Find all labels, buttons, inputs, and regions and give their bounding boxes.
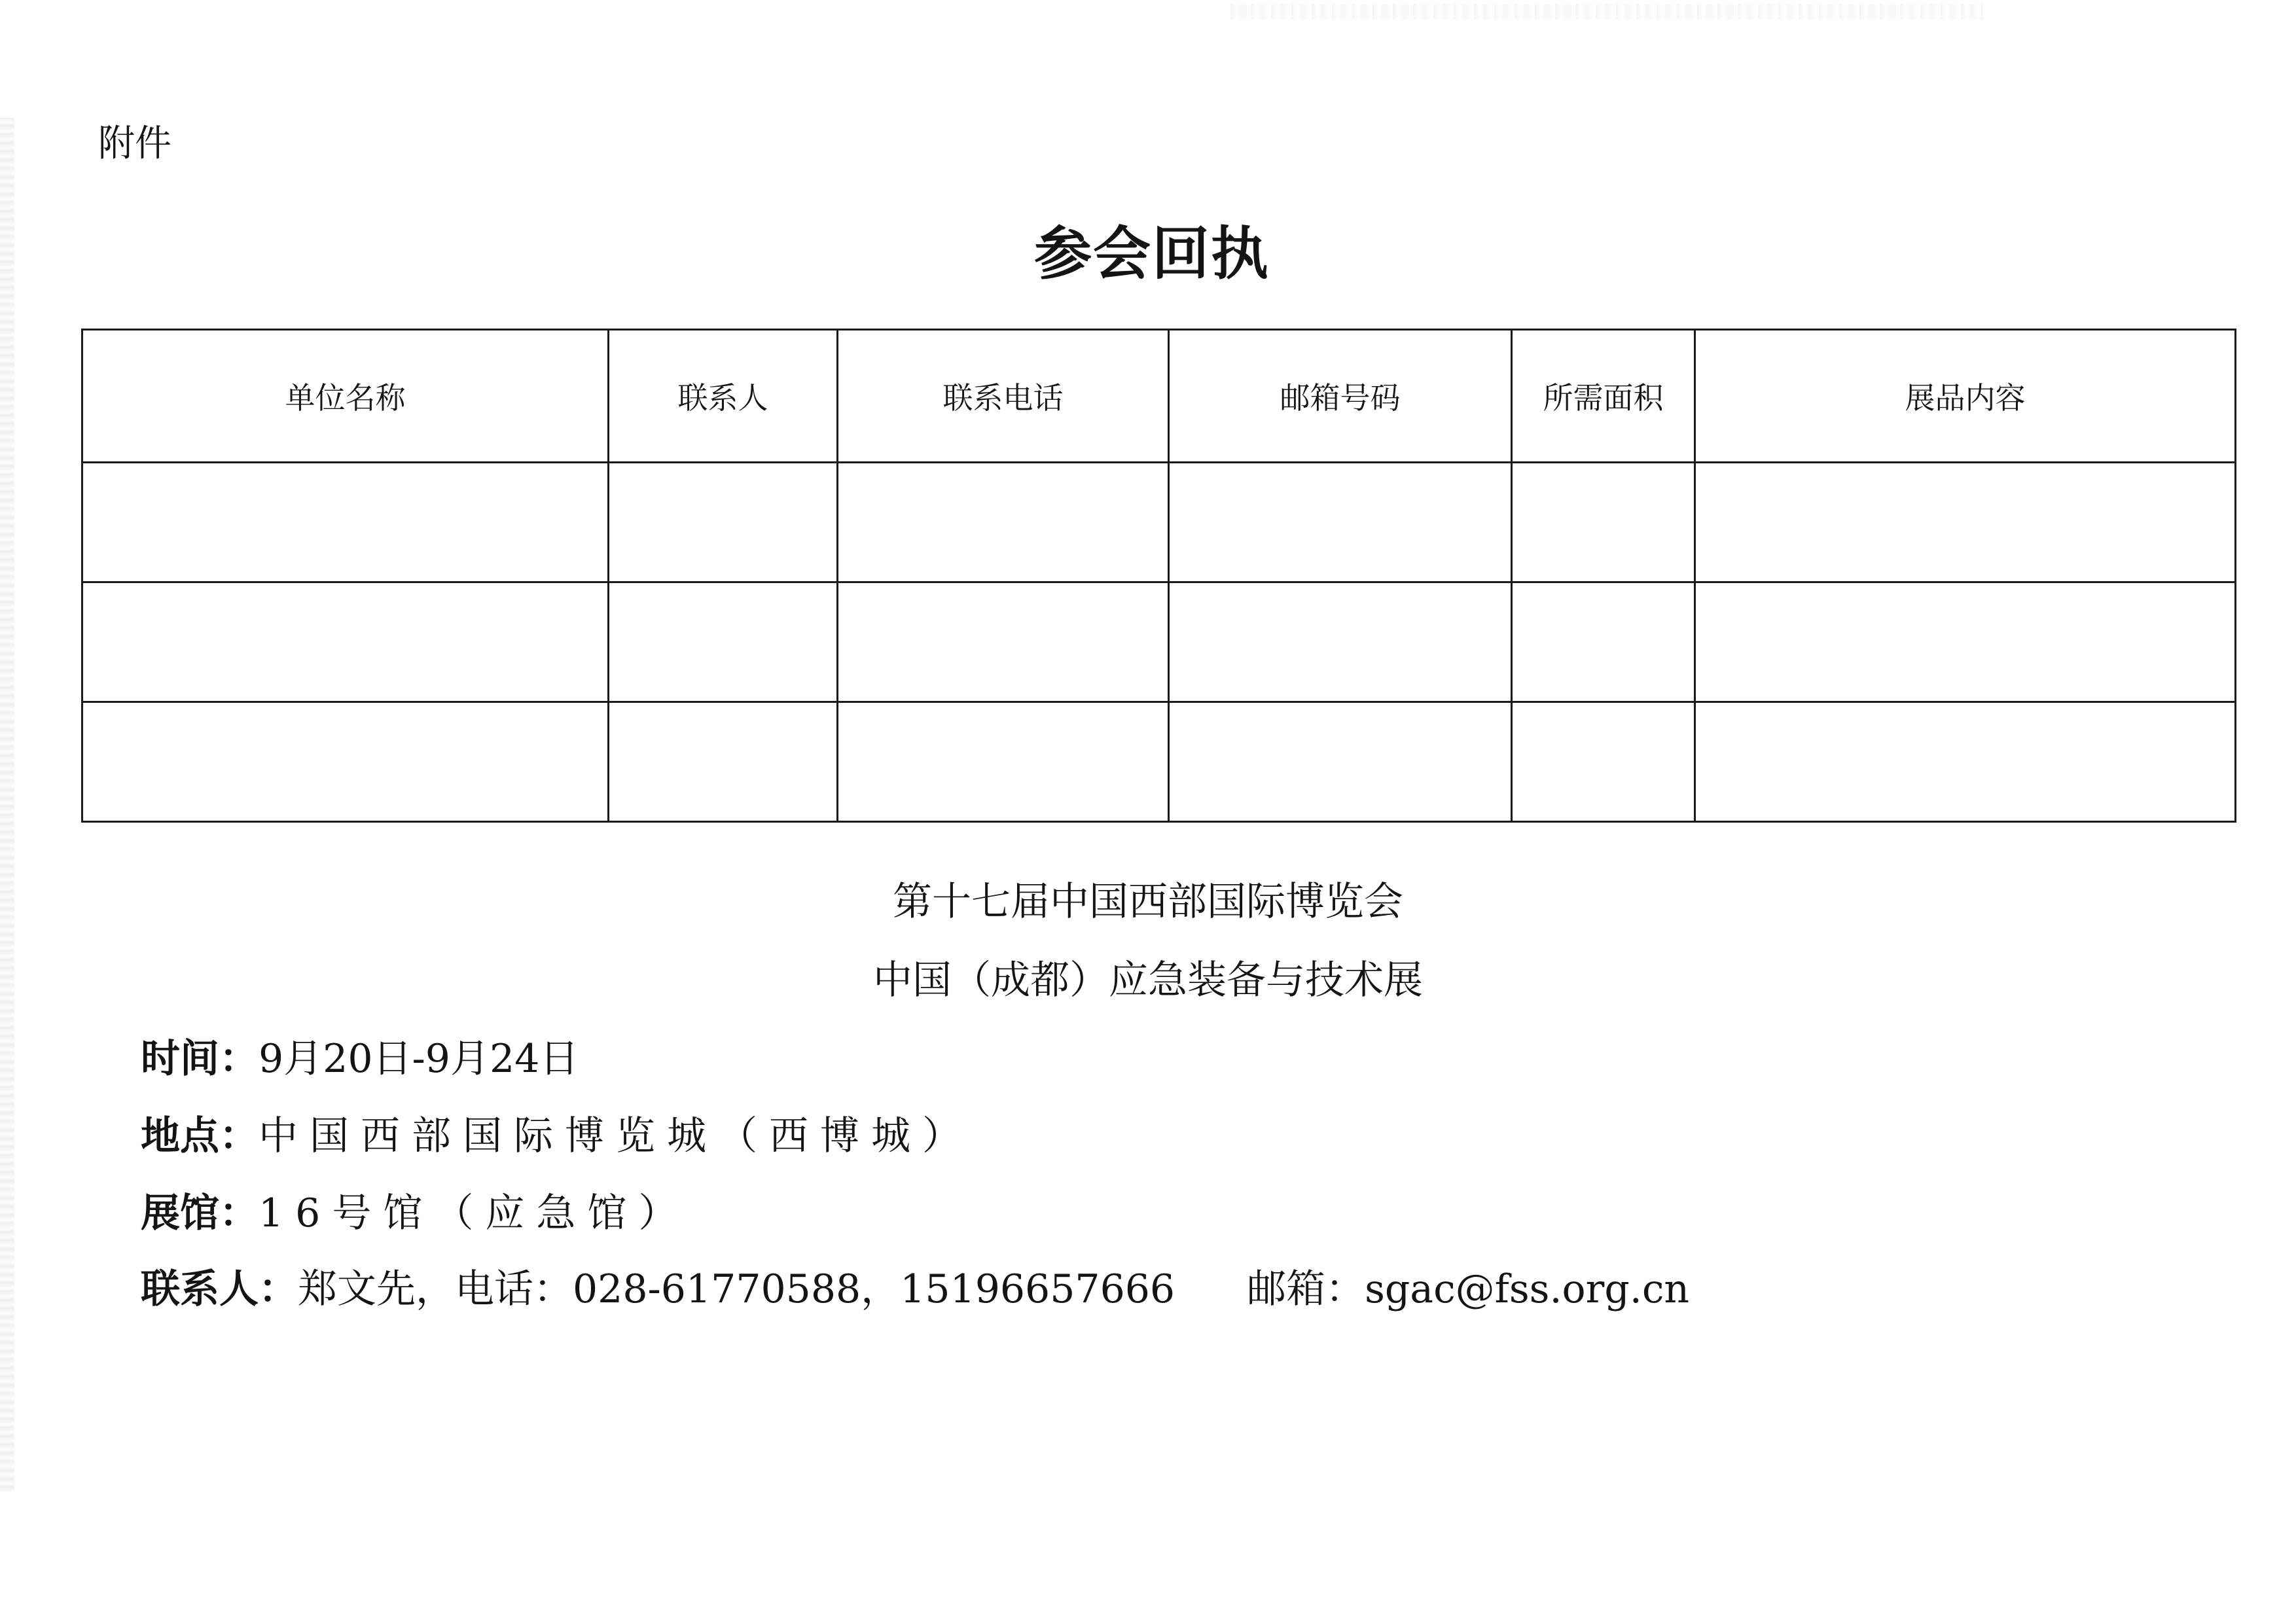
table-cell[interactable] [1169,582,1512,702]
scan-speckle [1230,4,1983,20]
table-cell[interactable] [1512,582,1695,702]
table-cell[interactable] [838,702,1169,822]
header-contact-phone: 联系电话 [838,330,1169,463]
table-cell[interactable] [1695,702,2236,822]
hall-label: 展馆： [141,1190,259,1236]
table-cell[interactable] [1695,582,2236,702]
table-row [82,463,2236,582]
contact-value: 郑文先，电话：028-61770588，15196657666 [298,1266,1175,1312]
table-cell[interactable] [838,463,1169,582]
table-header-row [82,330,2236,463]
place-line [141,1105,973,1161]
email-label: 邮箱： [1247,1266,1365,1312]
table-cell[interactable] [1169,463,1512,582]
table-cell[interactable] [1169,702,1512,822]
event-title-line1: 第十七届中国西部国际博览会 [893,879,1403,925]
table-cell[interactable] [1512,463,1695,582]
email-value[interactable]: sgac@fss.org.cn [1365,1266,1690,1312]
contact-label: 联系人： [141,1266,298,1312]
hall-value: 16号馆（应急馆） [259,1190,690,1236]
time-value: 9月20日-9月24日 [259,1036,579,1082]
scan-edge-shadow [0,118,14,1492]
hall-line [141,1182,689,1238]
header-email: 邮箱号码 [1169,330,1512,463]
time-line [141,1027,579,1084]
table-cell[interactable] [609,702,838,822]
contact-line [141,1258,1689,1314]
table-cell[interactable] [838,582,1169,702]
table-cell[interactable] [609,463,838,582]
attachment-label: 附件 [98,122,171,165]
table-row [82,582,2236,702]
table-cell[interactable] [609,582,838,702]
place-label: 地点： [141,1113,259,1159]
place-value: 中国西部国际博览城（西博城） [259,1113,973,1159]
table-row [82,702,2236,822]
form-title: 参会回执 [1033,219,1270,287]
table-cell[interactable] [1695,463,2236,582]
event-title-line2: 中国（成都）应急装备与技术展 [873,957,1423,1003]
table-cell[interactable] [82,582,609,702]
table-cell[interactable] [82,702,609,822]
header-unit-name: 单位名称 [82,330,609,463]
table-cell[interactable] [1512,702,1695,822]
time-label: 时间： [141,1036,259,1082]
table-cell[interactable] [82,463,609,582]
header-contact-person: 联系人 [609,330,838,463]
header-exhibit-content: 展品内容 [1695,330,2236,463]
registration-table [81,329,2236,823]
header-required-area: 所需面积 [1512,330,1695,463]
